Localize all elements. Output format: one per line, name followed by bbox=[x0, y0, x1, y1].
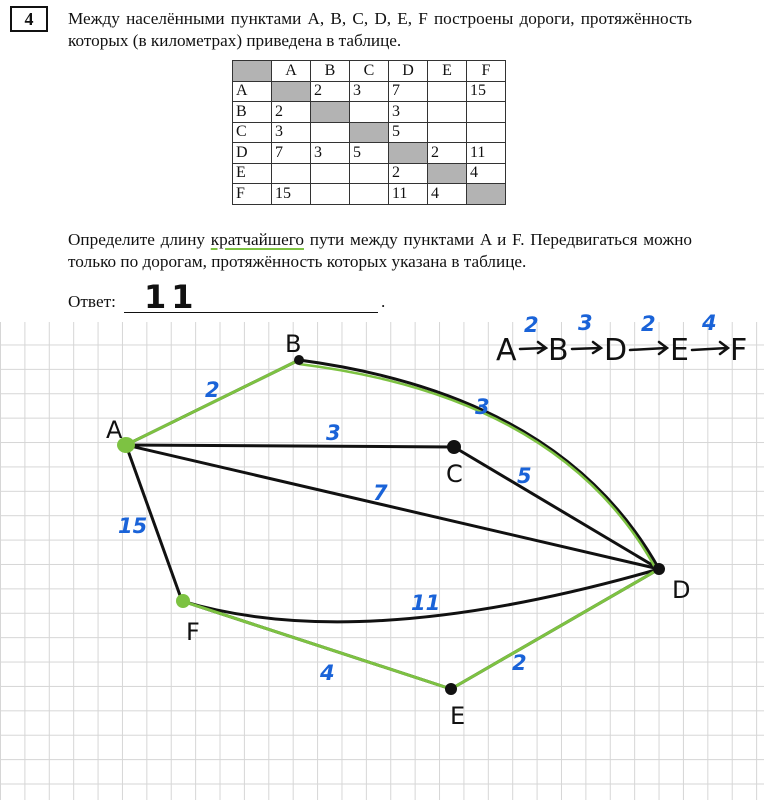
table-cell: 15 bbox=[467, 81, 506, 102]
answer-label: Ответ: bbox=[68, 292, 116, 311]
table-cell: 3 bbox=[311, 143, 350, 164]
task-number: 4 bbox=[10, 6, 48, 32]
table-row-header: E bbox=[233, 163, 272, 184]
node-label-F: F bbox=[186, 618, 200, 646]
table-cell: 2 bbox=[389, 163, 428, 184]
node-label-A: A bbox=[106, 416, 123, 444]
table-column-header: B bbox=[311, 61, 350, 82]
route-arrow-3 bbox=[692, 342, 728, 354]
edge-A-C bbox=[126, 445, 454, 447]
table-column-header: D bbox=[389, 61, 428, 82]
weight-A-B: 2 bbox=[205, 378, 220, 402]
weight-A-D: 7 bbox=[373, 481, 388, 505]
table-cell: 15 bbox=[272, 184, 311, 205]
table-cell: 3 bbox=[389, 102, 428, 123]
table-cell: 7 bbox=[272, 143, 311, 164]
edge-A-D bbox=[126, 445, 659, 569]
table-cell: 11 bbox=[467, 143, 506, 164]
table-cell: 5 bbox=[389, 122, 428, 143]
route-weight-2: 2 bbox=[641, 312, 656, 336]
route-annotation bbox=[496, 311, 747, 368]
table-row-header: D bbox=[233, 143, 272, 164]
route-node-0: A bbox=[496, 333, 517, 368]
weight-D-F: 11 bbox=[411, 591, 441, 615]
weight-C-D: 5 bbox=[517, 464, 532, 488]
node-label-E: E bbox=[450, 702, 466, 730]
route-node-2: D bbox=[604, 333, 628, 368]
route-node-3: E bbox=[670, 333, 689, 368]
table-cell: 11 bbox=[389, 184, 428, 205]
edge-C-D bbox=[454, 447, 659, 569]
table-row-header: F bbox=[233, 184, 272, 205]
answer-value: 11 bbox=[144, 278, 199, 316]
table-column-header: C bbox=[350, 61, 389, 82]
table-cell: 5 bbox=[350, 143, 389, 164]
node-label-C: C bbox=[446, 460, 463, 488]
table-row-header: C bbox=[233, 122, 272, 143]
route-arrow-1 bbox=[572, 342, 601, 353]
table-row-header: B bbox=[233, 102, 272, 123]
weight-B-D: 3 bbox=[475, 395, 490, 419]
route-weight-0: 2 bbox=[524, 313, 539, 337]
weight-A-F: 15 bbox=[118, 514, 148, 538]
table-cell: 2 bbox=[311, 81, 350, 102]
table-cell: 7 bbox=[389, 81, 428, 102]
table-cell: 4 bbox=[428, 184, 467, 205]
route-arrow-0 bbox=[520, 342, 546, 353]
table-column-header: A bbox=[272, 61, 311, 82]
route-node-1: B bbox=[548, 333, 569, 368]
weight-E-F: 4 bbox=[320, 661, 335, 685]
route-weight-3: 4 bbox=[702, 311, 717, 335]
table-cell: 4 bbox=[467, 163, 506, 184]
table-cell: 2 bbox=[272, 102, 311, 123]
problem-text: Между населёнными пунктами A, B, C, D, E, F построены дороги, протяжённость которых (в километрах) приведена в таблице. bbox=[68, 9, 692, 50]
question-sentence: Определите длину кратчайшего пути между пунктами A и F. Передвигаться можно только по дорогам, протяжённость которых указана в таблице. bbox=[68, 230, 692, 271]
weight-D-E: 2 bbox=[512, 651, 527, 675]
route-arrow-2 bbox=[630, 342, 667, 354]
route-node-4: F bbox=[730, 333, 748, 368]
route-weight-1: 3 bbox=[578, 311, 593, 335]
node-label-D: D bbox=[672, 576, 691, 604]
answer-dot: . bbox=[381, 292, 386, 311]
table-cell: 2 bbox=[428, 143, 467, 164]
node-F bbox=[176, 594, 190, 608]
weight-A-C: 3 bbox=[326, 421, 341, 445]
path-highlight-A-B bbox=[126, 360, 299, 445]
node-C bbox=[447, 440, 461, 454]
table-column-header: E bbox=[428, 61, 467, 82]
table-row-header: A bbox=[233, 81, 272, 102]
table-cell: 3 bbox=[350, 81, 389, 102]
table-column-header: F bbox=[467, 61, 506, 82]
highlighted-word: кратчайшего bbox=[210, 230, 304, 249]
node-D bbox=[653, 563, 665, 575]
path-highlight-D-E bbox=[451, 569, 659, 689]
table-cell: 3 bbox=[272, 122, 311, 143]
node-E bbox=[445, 683, 457, 695]
node-label-B: B bbox=[285, 330, 302, 358]
